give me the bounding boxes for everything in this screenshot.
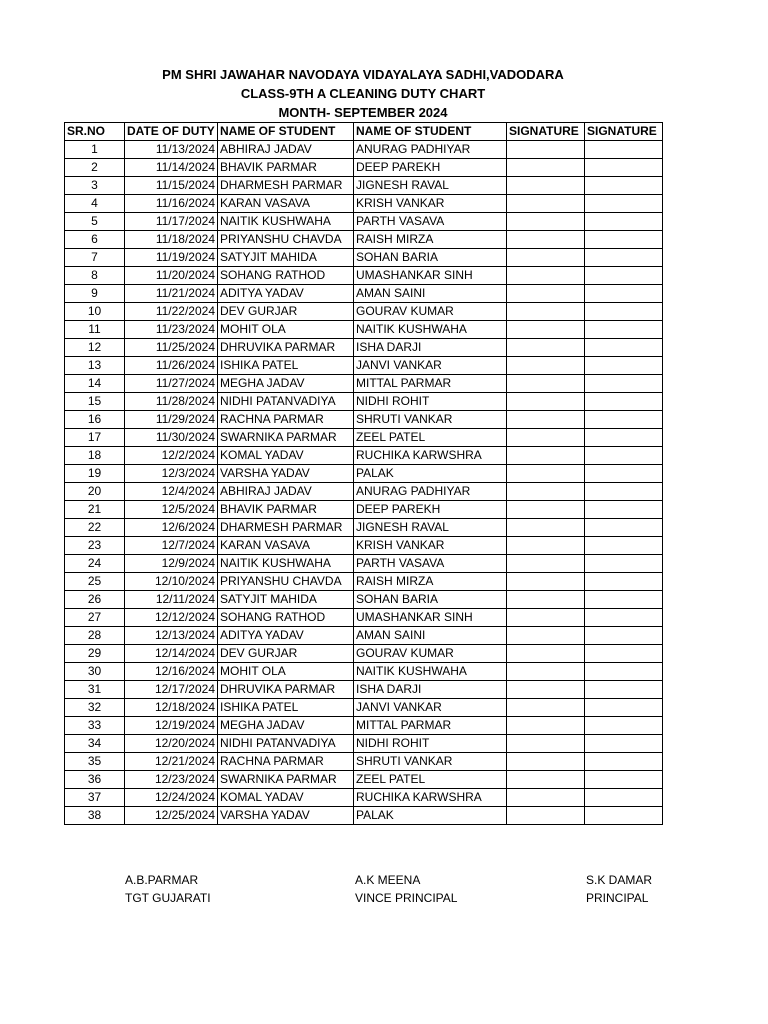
sr-no-cell: 28 xyxy=(65,627,125,645)
student-1-cell: SOHANG RATHOD xyxy=(218,267,354,285)
signatory-1 xyxy=(125,871,211,907)
sr-no-cell: 29 xyxy=(65,645,125,663)
student-2-cell: ANURAG PADHIYAR xyxy=(354,483,507,501)
signatory-name: A.K MEENA xyxy=(355,873,421,887)
signature-cell xyxy=(507,231,585,249)
table-row xyxy=(65,213,663,231)
student-1-cell: KARAN VASAVA xyxy=(218,195,354,213)
date-cell: 11/28/2024 xyxy=(125,393,218,411)
column-header-signature-1: SIGNATURE xyxy=(507,123,585,141)
student-2-cell: JIGNESH RAVAL xyxy=(354,519,507,537)
student-2-cell: MITTAL PARMAR xyxy=(354,375,507,393)
student-2-cell: ANURAG PADHIYAR xyxy=(354,141,507,159)
school-name: PM SHRI JAWAHAR NAVODAYA VIDAYALAYA SADHI,VADODARA xyxy=(162,67,564,82)
table-row xyxy=(65,303,663,321)
table-row xyxy=(65,735,663,753)
signature-cell xyxy=(507,663,585,681)
signature-cell xyxy=(507,429,585,447)
sr-no-cell: 18 xyxy=(65,447,125,465)
student-1-cell: MEGHA JADAV xyxy=(218,375,354,393)
student-1-cell: DHRUVIKA PARMAR xyxy=(218,339,354,357)
date-cell: 11/26/2024 xyxy=(125,357,218,375)
signature-cell xyxy=(585,375,663,393)
student-2-cell: RAISH MIRZA xyxy=(354,231,507,249)
date-cell: 12/13/2024 xyxy=(125,627,218,645)
signatory-2 xyxy=(355,871,457,907)
signature-cell xyxy=(507,645,585,663)
table-row xyxy=(65,231,663,249)
date-cell: 11/29/2024 xyxy=(125,411,218,429)
signature-cell xyxy=(507,249,585,267)
student-2-cell: AMAN SAINI xyxy=(354,285,507,303)
table-row xyxy=(65,627,663,645)
student-1-cell: RACHNA PARMAR xyxy=(218,411,354,429)
student-1-cell: BHAVIK PARMAR xyxy=(218,501,354,519)
table-row xyxy=(65,789,663,807)
table-row xyxy=(65,699,663,717)
signature-cell xyxy=(585,141,663,159)
student-1-cell: VARSHA YADAV xyxy=(218,465,354,483)
student-2-cell: RAISH MIRZA xyxy=(354,573,507,591)
table-row xyxy=(65,771,663,789)
signature-cell xyxy=(507,411,585,429)
column-header-date: DATE OF DUTY xyxy=(125,123,218,141)
table-row xyxy=(65,285,663,303)
signature-cell xyxy=(585,231,663,249)
student-2-cell: KRISH VANKAR xyxy=(354,195,507,213)
student-1-cell: ADITYA YADAV xyxy=(218,627,354,645)
signature-cell xyxy=(507,519,585,537)
table-row xyxy=(65,429,663,447)
student-1-cell: ADITYA YADAV xyxy=(218,285,354,303)
signature-cell xyxy=(585,321,663,339)
student-2-cell: PALAK xyxy=(354,465,507,483)
sr-no-cell: 26 xyxy=(65,591,125,609)
sr-no-cell: 22 xyxy=(65,519,125,537)
date-cell: 12/9/2024 xyxy=(125,555,218,573)
signature-cell xyxy=(585,429,663,447)
date-cell: 12/17/2024 xyxy=(125,681,218,699)
chart-month: MONTH- SEPTEMBER 2024 xyxy=(278,105,448,120)
student-1-cell: PRIYANSHU CHAVDA xyxy=(218,573,354,591)
sr-no-cell: 7 xyxy=(65,249,125,267)
student-1-cell: MEGHA JADAV xyxy=(218,717,354,735)
sr-no-cell: 24 xyxy=(65,555,125,573)
date-cell: 11/15/2024 xyxy=(125,177,218,195)
sr-no-cell: 12 xyxy=(65,339,125,357)
student-2-cell: AMAN SAINI xyxy=(354,627,507,645)
signature-cell xyxy=(585,213,663,231)
signature-cell xyxy=(585,573,663,591)
student-2-cell: NAITIK KUSHWAHA xyxy=(354,321,507,339)
signature-cell xyxy=(507,375,585,393)
sr-no-cell: 1 xyxy=(65,141,125,159)
student-1-cell: MOHIT OLA xyxy=(218,321,354,339)
table-row xyxy=(65,591,663,609)
student-1-cell: DEV GURJAR xyxy=(218,645,354,663)
student-2-cell: JIGNESH RAVAL xyxy=(354,177,507,195)
table-row xyxy=(65,375,663,393)
student-2-cell: UMASHANKAR SINH xyxy=(354,609,507,627)
signature-cell xyxy=(585,789,663,807)
sr-no-cell: 15 xyxy=(65,393,125,411)
signature-cell xyxy=(507,321,585,339)
signature-cell xyxy=(507,285,585,303)
sr-no-cell: 6 xyxy=(65,231,125,249)
table-row xyxy=(65,393,663,411)
student-2-cell: ISHA DARJI xyxy=(354,681,507,699)
sr-no-cell: 36 xyxy=(65,771,125,789)
student-2-cell: NIDHI ROHIT xyxy=(354,393,507,411)
signature-cell xyxy=(507,537,585,555)
sr-no-cell: 8 xyxy=(65,267,125,285)
signature-cell xyxy=(585,447,663,465)
student-2-cell: PARTH VASAVA xyxy=(354,213,507,231)
student-2-cell: DEEP PAREKH xyxy=(354,159,507,177)
date-cell: 11/14/2024 xyxy=(125,159,218,177)
signature-cell xyxy=(585,663,663,681)
date-cell: 11/21/2024 xyxy=(125,285,218,303)
student-2-cell: NAITIK KUSHWAHA xyxy=(354,663,507,681)
date-cell: 12/21/2024 xyxy=(125,753,218,771)
student-1-cell: NIDHI PATANVADIYA xyxy=(218,735,354,753)
date-cell: 12/12/2024 xyxy=(125,609,218,627)
signature-cell xyxy=(507,267,585,285)
signature-cell xyxy=(585,735,663,753)
signature-cell xyxy=(585,717,663,735)
student-2-cell: UMASHANKAR SINH xyxy=(354,267,507,285)
student-1-cell: PRIYANSHU CHAVDA xyxy=(218,231,354,249)
table-row xyxy=(65,357,663,375)
table-row xyxy=(65,267,663,285)
student-1-cell: MOHIT OLA xyxy=(218,663,354,681)
student-2-cell: GOURAV KUMAR xyxy=(354,303,507,321)
signatory-name: A.B.PARMAR xyxy=(125,873,199,887)
student-2-cell: RUCHIKA KARWSHRA xyxy=(354,447,507,465)
student-2-cell: SHRUTI VANKAR xyxy=(354,753,507,771)
table-row xyxy=(65,141,663,159)
sr-no-cell: 5 xyxy=(65,213,125,231)
signature-cell xyxy=(585,555,663,573)
table-row xyxy=(65,717,663,735)
signature-cell xyxy=(507,447,585,465)
table-row xyxy=(65,501,663,519)
signature-cell xyxy=(585,249,663,267)
date-cell: 11/30/2024 xyxy=(125,429,218,447)
signature-cell xyxy=(507,789,585,807)
signature-cell xyxy=(585,699,663,717)
signature-cell xyxy=(585,771,663,789)
table-row xyxy=(65,663,663,681)
table-row xyxy=(65,681,663,699)
sr-no-cell: 20 xyxy=(65,483,125,501)
date-cell: 12/7/2024 xyxy=(125,537,218,555)
table-row xyxy=(65,555,663,573)
student-2-cell: NIDHI ROHIT xyxy=(354,735,507,753)
signatory-name: S.K DAMAR xyxy=(586,873,653,887)
date-cell: 12/18/2024 xyxy=(125,699,218,717)
date-cell: 11/16/2024 xyxy=(125,195,218,213)
student-1-cell: NIDHI PATANVADIYA xyxy=(218,393,354,411)
sr-no-cell: 32 xyxy=(65,699,125,717)
date-cell: 12/23/2024 xyxy=(125,771,218,789)
student-2-cell: KRISH VANKAR xyxy=(354,537,507,555)
date-cell: 11/22/2024 xyxy=(125,303,218,321)
date-cell: 11/27/2024 xyxy=(125,375,218,393)
sr-no-cell: 25 xyxy=(65,573,125,591)
duty-table xyxy=(64,122,663,825)
student-1-cell: SATYJIT MAHIDA xyxy=(218,591,354,609)
signatory-3 xyxy=(586,871,652,907)
student-1-cell: KARAN VASAVA xyxy=(218,537,354,555)
table-row xyxy=(65,411,663,429)
signature-cell xyxy=(507,303,585,321)
sr-no-cell: 10 xyxy=(65,303,125,321)
date-cell: 12/10/2024 xyxy=(125,573,218,591)
table-row xyxy=(65,609,663,627)
signature-cell xyxy=(585,393,663,411)
sr-no-cell: 4 xyxy=(65,195,125,213)
signatory-role: VINCE PRINCIPAL xyxy=(355,891,458,905)
student-2-cell: JANVI VANKAR xyxy=(354,357,507,375)
signature-cell xyxy=(507,159,585,177)
signature-cell xyxy=(585,807,663,825)
chart-title: CLASS-9TH A CLEANING DUTY CHART xyxy=(240,86,486,101)
signature-cell xyxy=(507,465,585,483)
signature-cell xyxy=(507,501,585,519)
signature-cell xyxy=(507,699,585,717)
student-1-cell: ABHIRAJ JADAV xyxy=(218,483,354,501)
signature-cell xyxy=(585,339,663,357)
signature-cell xyxy=(507,393,585,411)
document-header xyxy=(64,65,662,122)
student-1-cell: SATYJIT MAHIDA xyxy=(218,249,354,267)
column-header-student-1: NAME OF STUDENT xyxy=(218,123,354,141)
sr-no-cell: 9 xyxy=(65,285,125,303)
signature-cell xyxy=(507,357,585,375)
student-1-cell: ISHIKA PATEL xyxy=(218,357,354,375)
table-row xyxy=(65,519,663,537)
sr-no-cell: 35 xyxy=(65,753,125,771)
signature-cell xyxy=(507,609,585,627)
signature-cell xyxy=(585,627,663,645)
sr-no-cell: 2 xyxy=(65,159,125,177)
student-1-cell: NAITIK KUSHWAHA xyxy=(218,555,354,573)
student-1-cell: ABHIRAJ JADAV xyxy=(218,141,354,159)
table-row xyxy=(65,177,663,195)
column-header-signature-2: SIGNATURE xyxy=(585,123,663,141)
table-row xyxy=(65,807,663,825)
signature-cell xyxy=(507,141,585,159)
student-1-cell: SOHANG RATHOD xyxy=(218,609,354,627)
student-2-cell: ISHA DARJI xyxy=(354,339,507,357)
signature-cell xyxy=(585,501,663,519)
signature-cell xyxy=(507,339,585,357)
date-cell: 12/6/2024 xyxy=(125,519,218,537)
signatory-role: PRINCIPAL xyxy=(586,891,649,905)
student-1-cell: BHAVIK PARMAR xyxy=(218,159,354,177)
date-cell: 12/19/2024 xyxy=(125,717,218,735)
signature-cell xyxy=(585,753,663,771)
table-row xyxy=(65,483,663,501)
date-cell: 12/3/2024 xyxy=(125,465,218,483)
student-2-cell: GOURAV KUMAR xyxy=(354,645,507,663)
signature-cell xyxy=(507,681,585,699)
signature-cell xyxy=(507,195,585,213)
sr-no-cell: 19 xyxy=(65,465,125,483)
signature-cell xyxy=(507,177,585,195)
date-cell: 11/17/2024 xyxy=(125,213,218,231)
student-2-cell: DEEP PAREKH xyxy=(354,501,507,519)
table-row xyxy=(65,753,663,771)
date-cell: 12/16/2024 xyxy=(125,663,218,681)
sr-no-cell: 16 xyxy=(65,411,125,429)
date-cell: 11/23/2024 xyxy=(125,321,218,339)
signature-cell xyxy=(585,411,663,429)
student-1-cell: DHARMESH PARMAR xyxy=(218,519,354,537)
signature-cell xyxy=(507,717,585,735)
sr-no-cell: 33 xyxy=(65,717,125,735)
date-cell: 11/25/2024 xyxy=(125,339,218,357)
sr-no-cell: 30 xyxy=(65,663,125,681)
signature-cell xyxy=(585,357,663,375)
signatory-role: TGT GUJARATI xyxy=(125,891,211,905)
sr-no-cell: 37 xyxy=(65,789,125,807)
table-row xyxy=(65,537,663,555)
student-1-cell: VARSHA YADAV xyxy=(218,807,354,825)
sr-no-cell: 23 xyxy=(65,537,125,555)
student-1-cell: DHRUVIKA PARMAR xyxy=(218,681,354,699)
date-cell: 11/13/2024 xyxy=(125,141,218,159)
sr-no-cell: 38 xyxy=(65,807,125,825)
signature-cell xyxy=(585,609,663,627)
signature-cell xyxy=(507,213,585,231)
column-header-sr-no: SR.NO xyxy=(65,123,125,141)
signature-cell xyxy=(585,285,663,303)
signature-cell xyxy=(585,483,663,501)
signature-cell xyxy=(585,267,663,285)
sr-no-cell: 31 xyxy=(65,681,125,699)
sr-no-cell: 21 xyxy=(65,501,125,519)
signature-cell xyxy=(507,753,585,771)
student-2-cell: MITTAL PARMAR xyxy=(354,717,507,735)
table-row xyxy=(65,465,663,483)
signature-cell xyxy=(507,771,585,789)
signature-cell xyxy=(585,519,663,537)
signature-cell xyxy=(585,177,663,195)
student-1-cell: SWARNIKA PARMAR xyxy=(218,429,354,447)
date-cell: 12/14/2024 xyxy=(125,645,218,663)
signature-cell xyxy=(507,627,585,645)
sr-no-cell: 34 xyxy=(65,735,125,753)
sr-no-cell: 11 xyxy=(65,321,125,339)
student-2-cell: SOHAN BARIA xyxy=(354,249,507,267)
sr-no-cell: 14 xyxy=(65,375,125,393)
student-2-cell: PALAK xyxy=(354,807,507,825)
signature-cell xyxy=(507,573,585,591)
date-cell: 12/4/2024 xyxy=(125,483,218,501)
table-header-row xyxy=(65,123,663,141)
duty-table-body xyxy=(65,141,663,825)
student-1-cell: SWARNIKA PARMAR xyxy=(218,771,354,789)
student-1-cell: KOMAL YADAV xyxy=(218,789,354,807)
signature-cell xyxy=(585,195,663,213)
table-row xyxy=(65,339,663,357)
student-2-cell: SHRUTI VANKAR xyxy=(354,411,507,429)
sr-no-cell: 3 xyxy=(65,177,125,195)
signature-cell xyxy=(507,483,585,501)
sr-no-cell: 13 xyxy=(65,357,125,375)
date-cell: 12/11/2024 xyxy=(125,591,218,609)
table-row xyxy=(65,447,663,465)
signature-cell xyxy=(507,735,585,753)
student-1-cell: DEV GURJAR xyxy=(218,303,354,321)
table-row xyxy=(65,573,663,591)
table-row xyxy=(65,195,663,213)
date-cell: 12/5/2024 xyxy=(125,501,218,519)
table-row xyxy=(65,321,663,339)
signature-cell xyxy=(585,645,663,663)
date-cell: 12/25/2024 xyxy=(125,807,218,825)
student-1-cell: KOMAL YADAV xyxy=(218,447,354,465)
student-1-cell: DHARMESH PARMAR xyxy=(218,177,354,195)
table-row xyxy=(65,645,663,663)
student-2-cell: JANVI VANKAR xyxy=(354,699,507,717)
signature-cell xyxy=(585,303,663,321)
student-1-cell: ISHIKA PATEL xyxy=(218,699,354,717)
signature-cell xyxy=(507,807,585,825)
date-cell: 12/24/2024 xyxy=(125,789,218,807)
date-cell: 11/20/2024 xyxy=(125,267,218,285)
date-cell: 11/18/2024 xyxy=(125,231,218,249)
signature-cell xyxy=(585,465,663,483)
signature-cell xyxy=(585,681,663,699)
student-2-cell: SOHAN BARIA xyxy=(354,591,507,609)
signature-cell xyxy=(585,159,663,177)
student-2-cell: ZEEL PATEL xyxy=(354,771,507,789)
date-cell: 12/2/2024 xyxy=(125,447,218,465)
signature-cell xyxy=(507,591,585,609)
student-2-cell: ZEEL PATEL xyxy=(354,429,507,447)
student-2-cell: RUCHIKA KARWSHRA xyxy=(354,789,507,807)
column-header-student-2: NAME OF STUDENT xyxy=(354,123,507,141)
signature-cell xyxy=(585,591,663,609)
sr-no-cell: 17 xyxy=(65,429,125,447)
date-cell: 12/20/2024 xyxy=(125,735,218,753)
sr-no-cell: 27 xyxy=(65,609,125,627)
table-row xyxy=(65,159,663,177)
signature-cell xyxy=(507,555,585,573)
date-cell: 11/19/2024 xyxy=(125,249,218,267)
student-1-cell: NAITIK KUSHWAHA xyxy=(218,213,354,231)
student-1-cell: RACHNA PARMAR xyxy=(218,753,354,771)
student-2-cell: PARTH VASAVA xyxy=(354,555,507,573)
table-row xyxy=(65,249,663,267)
signature-cell xyxy=(585,537,663,555)
